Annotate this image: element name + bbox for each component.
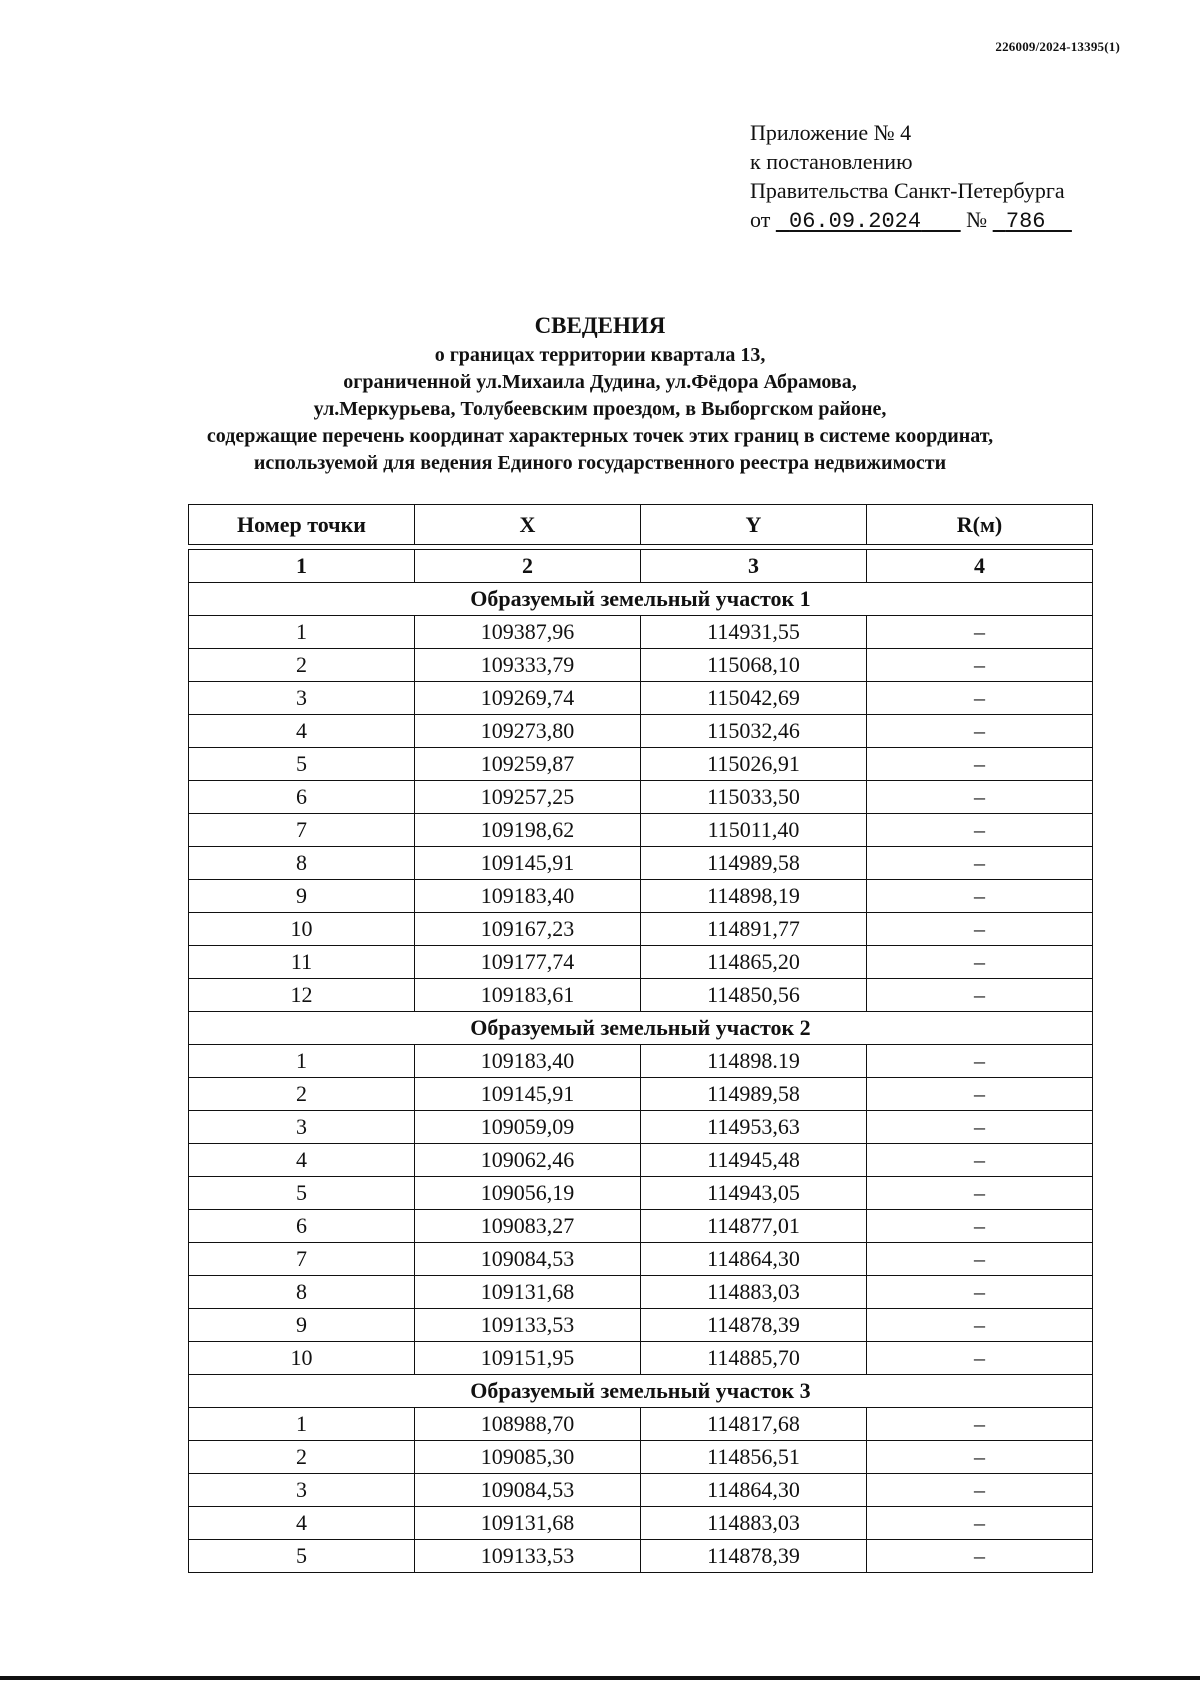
- point-number-cell: 12: [189, 979, 415, 1012]
- table-row: [189, 979, 1093, 1012]
- heading-line: ул.Меркурьева, Толубеевским проездом, в Выборгском районе,: [313, 398, 887, 420]
- point-number-cell: 4: [189, 1144, 415, 1177]
- y-coordinate-cell: 114865,20: [641, 946, 867, 979]
- radius-cell: –: [867, 1540, 1093, 1573]
- x-coordinate-cell: 109145,91: [415, 1078, 641, 1111]
- table-row: [189, 1045, 1093, 1078]
- column-number: 2: [415, 550, 641, 583]
- y-coordinate-cell: 114864,30: [641, 1474, 867, 1507]
- point-number-cell: 9: [189, 880, 415, 913]
- section-header-row: [189, 1375, 1093, 1408]
- x-coordinate-cell: 109273,80: [415, 715, 641, 748]
- table-row: [189, 1474, 1093, 1507]
- x-coordinate-cell: 109083,27: [415, 1210, 641, 1243]
- section-header-row: [189, 583, 1093, 616]
- radius-cell: –: [867, 649, 1093, 682]
- point-number-cell: 2: [189, 649, 415, 682]
- radius-cell: –: [867, 1441, 1093, 1474]
- point-number-cell: 3: [189, 1474, 415, 1507]
- x-coordinate-cell: 109183,40: [415, 880, 641, 913]
- y-coordinate-cell: 114931,55: [641, 616, 867, 649]
- radius-cell: –: [867, 1408, 1093, 1441]
- y-coordinate-cell: 114898,19: [641, 880, 867, 913]
- table-row: [189, 1309, 1093, 1342]
- y-coordinate-cell: 114850,56: [641, 979, 867, 1012]
- radius-cell: –: [867, 781, 1093, 814]
- table-row: [189, 616, 1093, 649]
- header-point-number: Номер точки: [189, 505, 415, 545]
- table-row: [189, 649, 1093, 682]
- x-coordinate-cell: 109084,53: [415, 1243, 641, 1276]
- point-number-cell: 3: [189, 1111, 415, 1144]
- y-coordinate-cell: 115026,91: [641, 748, 867, 781]
- header-x: X: [415, 505, 641, 545]
- x-coordinate-cell: 109145,91: [415, 847, 641, 880]
- radius-cell: –: [867, 880, 1093, 913]
- x-coordinate-cell: 109131,68: [415, 1276, 641, 1309]
- page-bottom-edge: [0, 1676, 1200, 1680]
- x-coordinate-cell: 109084,53: [415, 1474, 641, 1507]
- table-header-row: [189, 505, 1093, 545]
- y-coordinate-cell: 114885,70: [641, 1342, 867, 1375]
- point-number-cell: 9: [189, 1309, 415, 1342]
- resolution-date: 06.09.2024: [789, 209, 922, 234]
- point-number-cell: 5: [189, 748, 415, 781]
- coordinates-table: [188, 504, 1093, 1573]
- y-coordinate-cell: 114883,03: [641, 1507, 867, 1540]
- radius-cell: –: [867, 748, 1093, 781]
- document-id: 226009/2024-13395(1): [995, 39, 1120, 54]
- radius-cell: –: [867, 847, 1093, 880]
- x-coordinate-cell: 108988,70: [415, 1408, 641, 1441]
- x-coordinate-cell: 109059,09: [415, 1111, 641, 1144]
- table-row: [189, 1111, 1093, 1144]
- table-row: [189, 715, 1093, 748]
- x-coordinate-cell: 109183,61: [415, 979, 641, 1012]
- point-number-cell: 10: [189, 1342, 415, 1375]
- number-prefix: №: [966, 207, 988, 232]
- radius-cell: –: [867, 682, 1093, 715]
- radius-cell: –: [867, 913, 1093, 946]
- x-coordinate-cell: 109133,53: [415, 1540, 641, 1573]
- heading-line: содержащие перечень координат характерных точек этих границ в системе координат,: [206, 425, 994, 447]
- table-row: [189, 1243, 1093, 1276]
- section-header-row: [189, 1012, 1093, 1045]
- radius-cell: –: [867, 1045, 1093, 1078]
- point-number-cell: 5: [189, 1177, 415, 1210]
- y-coordinate-cell: 115033,50: [641, 781, 867, 814]
- y-coordinate-cell: 114943,05: [641, 1177, 867, 1210]
- section-title: Образуемый земельный участок 2: [189, 1012, 1093, 1045]
- radius-cell: –: [867, 979, 1093, 1012]
- document-heading: [0, 310, 1200, 477]
- radius-cell: –: [867, 946, 1093, 979]
- header-y: Y: [641, 505, 867, 545]
- y-coordinate-cell: 114953,63: [641, 1111, 867, 1144]
- point-number-cell: 4: [189, 1507, 415, 1540]
- y-coordinate-cell: 114898.19: [641, 1045, 867, 1078]
- column-number-row: [189, 550, 1093, 583]
- radius-cell: –: [867, 1276, 1093, 1309]
- column-number: 3: [641, 550, 867, 583]
- x-coordinate-cell: 109257,25: [415, 781, 641, 814]
- appendix-reference: к постановлению: [750, 149, 913, 174]
- y-coordinate-cell: 115032,46: [641, 715, 867, 748]
- y-coordinate-cell: 115011,40: [641, 814, 867, 847]
- appendix-block: [750, 118, 1072, 236]
- point-number-cell: 2: [189, 1078, 415, 1111]
- x-coordinate-cell: 109167,23: [415, 913, 641, 946]
- radius-cell: –: [867, 1342, 1093, 1375]
- section-title: Образуемый земельный участок 3: [189, 1375, 1093, 1408]
- table-row: [189, 946, 1093, 979]
- y-coordinate-cell: 115042,69: [641, 682, 867, 715]
- radius-cell: –: [867, 1078, 1093, 1111]
- y-coordinate-cell: 114877,01: [641, 1210, 867, 1243]
- heading-line: используемой для ведения Единого государственного реестра недвижимости: [253, 452, 947, 474]
- table-row: [189, 913, 1093, 946]
- table-row: [189, 1276, 1093, 1309]
- x-coordinate-cell: 109259,87: [415, 748, 641, 781]
- table-row: [189, 1342, 1093, 1375]
- point-number-cell: 1: [189, 616, 415, 649]
- heading-line: ограниченной ул.Михаила Дудина, ул.Фёдора Абрамова,: [343, 371, 857, 393]
- point-number-cell: 7: [189, 1243, 415, 1276]
- point-number-cell: 11: [189, 946, 415, 979]
- point-number-cell: 7: [189, 814, 415, 847]
- column-number: 4: [867, 550, 1093, 583]
- radius-cell: –: [867, 1111, 1093, 1144]
- table-row: [189, 781, 1093, 814]
- point-number-cell: 10: [189, 913, 415, 946]
- radius-cell: –: [867, 1144, 1093, 1177]
- table-row: [189, 1177, 1093, 1210]
- y-coordinate-cell: 114945,48: [641, 1144, 867, 1177]
- table-row: [189, 880, 1093, 913]
- y-coordinate-cell: 114883,03: [641, 1276, 867, 1309]
- x-coordinate-cell: 109387,96: [415, 616, 641, 649]
- x-coordinate-cell: 109133,53: [415, 1309, 641, 1342]
- appendix-authority: Правительства Санкт-Петербурга: [750, 178, 1065, 203]
- table-row: [189, 814, 1093, 847]
- radius-cell: –: [867, 1507, 1093, 1540]
- y-coordinate-cell: 114989,58: [641, 847, 867, 880]
- heading-line: о границах территории квартала 13,: [434, 344, 766, 366]
- appendix-title: Приложение № 4: [750, 120, 912, 145]
- radius-cell: –: [867, 616, 1093, 649]
- x-coordinate-cell: 109085,30: [415, 1441, 641, 1474]
- table-row: [189, 1144, 1093, 1177]
- radius-cell: –: [867, 1243, 1093, 1276]
- x-coordinate-cell: 109183,40: [415, 1045, 641, 1078]
- radius-cell: –: [867, 1474, 1093, 1507]
- table-body: [189, 545, 1093, 1573]
- table-row: [189, 748, 1093, 781]
- point-number-cell: 4: [189, 715, 415, 748]
- appendix-date-line: [750, 205, 1072, 236]
- y-coordinate-cell: 115068,10: [641, 649, 867, 682]
- x-coordinate-cell: 109269,74: [415, 682, 641, 715]
- table-row: [189, 847, 1093, 880]
- radius-cell: –: [867, 1210, 1093, 1243]
- date-prefix: от: [750, 207, 771, 232]
- table-row: [189, 1210, 1093, 1243]
- point-number-cell: 8: [189, 847, 415, 880]
- radius-cell: –: [867, 814, 1093, 847]
- column-number: 1: [189, 550, 415, 583]
- point-number-cell: 1: [189, 1408, 415, 1441]
- x-coordinate-cell: 109056,19: [415, 1177, 641, 1210]
- table-row: [189, 1441, 1093, 1474]
- resolution-number: 786: [1005, 209, 1046, 234]
- x-coordinate-cell: 109151,95: [415, 1342, 641, 1375]
- y-coordinate-cell: 114989,58: [641, 1078, 867, 1111]
- y-coordinate-cell: 114817,68: [641, 1408, 867, 1441]
- y-coordinate-cell: 114856,51: [641, 1441, 867, 1474]
- y-coordinate-cell: 114864,30: [641, 1243, 867, 1276]
- table-row: [189, 1078, 1093, 1111]
- table-row: [189, 1408, 1093, 1441]
- heading-title: СВЕДЕНИЯ: [534, 313, 666, 338]
- x-coordinate-cell: 109198,62: [415, 814, 641, 847]
- y-coordinate-cell: 114878,39: [641, 1309, 867, 1342]
- radius-cell: –: [867, 1177, 1093, 1210]
- x-coordinate-cell: 109131,68: [415, 1507, 641, 1540]
- point-number-cell: 6: [189, 781, 415, 814]
- point-number-cell: 2: [189, 1441, 415, 1474]
- x-coordinate-cell: 109062,46: [415, 1144, 641, 1177]
- point-number-cell: 1: [189, 1045, 415, 1078]
- radius-cell: –: [867, 715, 1093, 748]
- radius-cell: –: [867, 1309, 1093, 1342]
- table-row: [189, 1540, 1093, 1573]
- table-row: [189, 1507, 1093, 1540]
- section-title: Образуемый земельный участок 1: [189, 583, 1093, 616]
- point-number-cell: 3: [189, 682, 415, 715]
- point-number-cell: 5: [189, 1540, 415, 1573]
- point-number-cell: 6: [189, 1210, 415, 1243]
- x-coordinate-cell: 109177,74: [415, 946, 641, 979]
- x-coordinate-cell: 109333,79: [415, 649, 641, 682]
- table-row: [189, 682, 1093, 715]
- header-radius: R(м): [867, 505, 1093, 545]
- y-coordinate-cell: 114878,39: [641, 1540, 867, 1573]
- point-number-cell: 8: [189, 1276, 415, 1309]
- y-coordinate-cell: 114891,77: [641, 913, 867, 946]
